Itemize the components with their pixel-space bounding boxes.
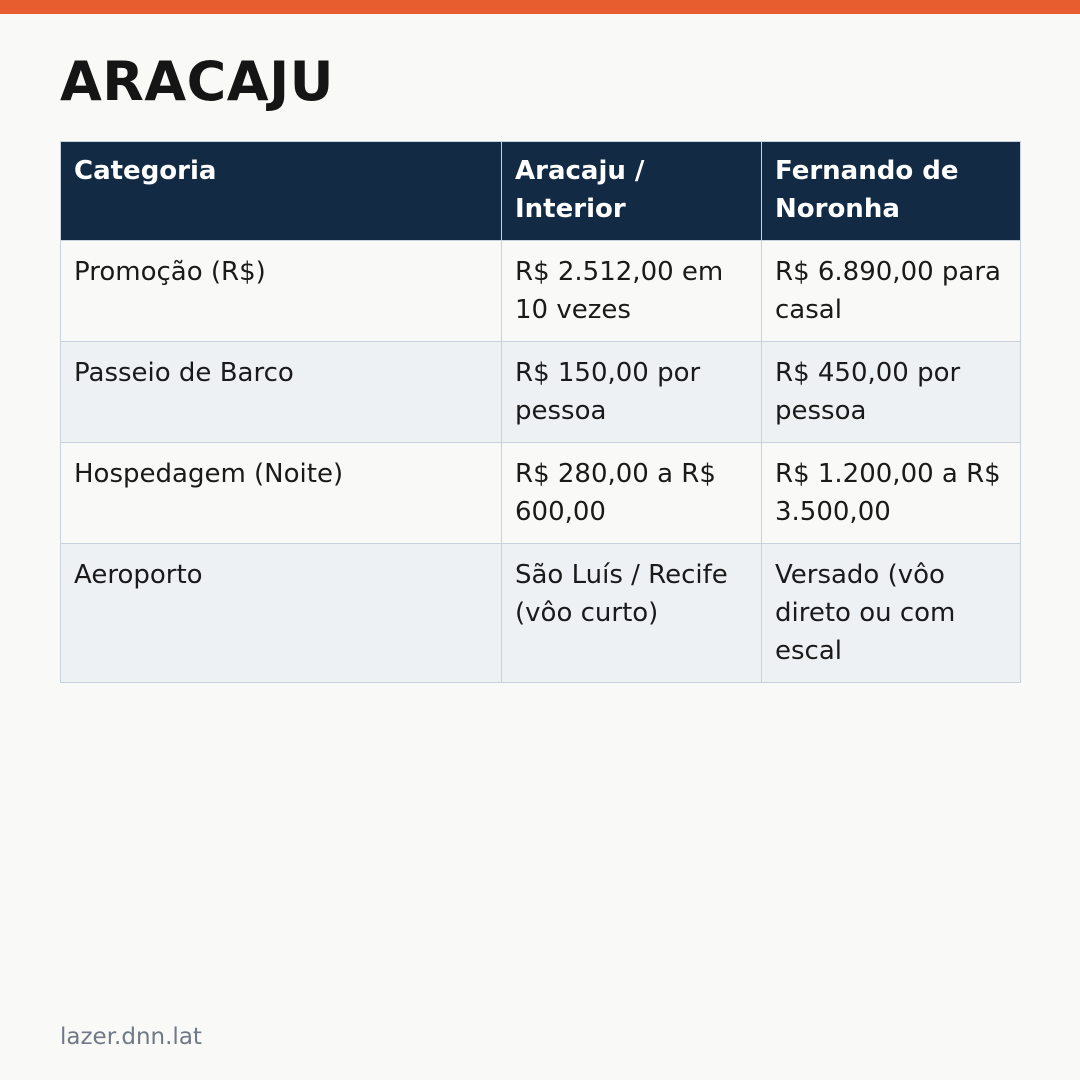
table-cell-aracaju: São Luís / Recife (vôo curto) <box>502 544 762 683</box>
table-row <box>61 241 1021 342</box>
table-cell-category: Passeio de Barco <box>61 342 502 443</box>
column-header-fernando-de-noronha: Fernando de Noronha <box>762 142 1021 241</box>
table-cell-category: Promoção (R$) <box>61 241 502 342</box>
table-row <box>61 544 1021 683</box>
comparison-table <box>60 141 1021 683</box>
table-cell-noronha: Versado (vôo direto ou com escal <box>762 544 1021 683</box>
table-cell-category: Hospedagem (Noite) <box>61 443 502 544</box>
column-header-aracaju-interior: Aracaju / Interior <box>502 142 762 241</box>
top-accent-bar <box>0 0 1080 14</box>
table-header-row <box>61 142 1021 241</box>
column-header-categoria: Categoria <box>61 142 502 241</box>
table-cell-noronha: R$ 6.890,00 para casal <box>762 241 1021 342</box>
table-row <box>61 443 1021 544</box>
table-cell-noronha: R$ 1.200,00 a R$ 3.500,00 <box>762 443 1021 544</box>
table-cell-aracaju: R$ 280,00 a R$ 600,00 <box>502 443 762 544</box>
table-cell-category: Aeroporto <box>61 544 502 683</box>
page-title: ARACAJU <box>60 50 335 113</box>
table-cell-noronha: R$ 450,00 por pessoa <box>762 342 1021 443</box>
table-cell-aracaju: R$ 2.512,00 em 10 vezes <box>502 241 762 342</box>
footer-source-link[interactable]: lazer.dnn.lat <box>60 1024 202 1050</box>
table-cell-aracaju: R$ 150,00 por pessoa <box>502 342 762 443</box>
table-row <box>61 342 1021 443</box>
